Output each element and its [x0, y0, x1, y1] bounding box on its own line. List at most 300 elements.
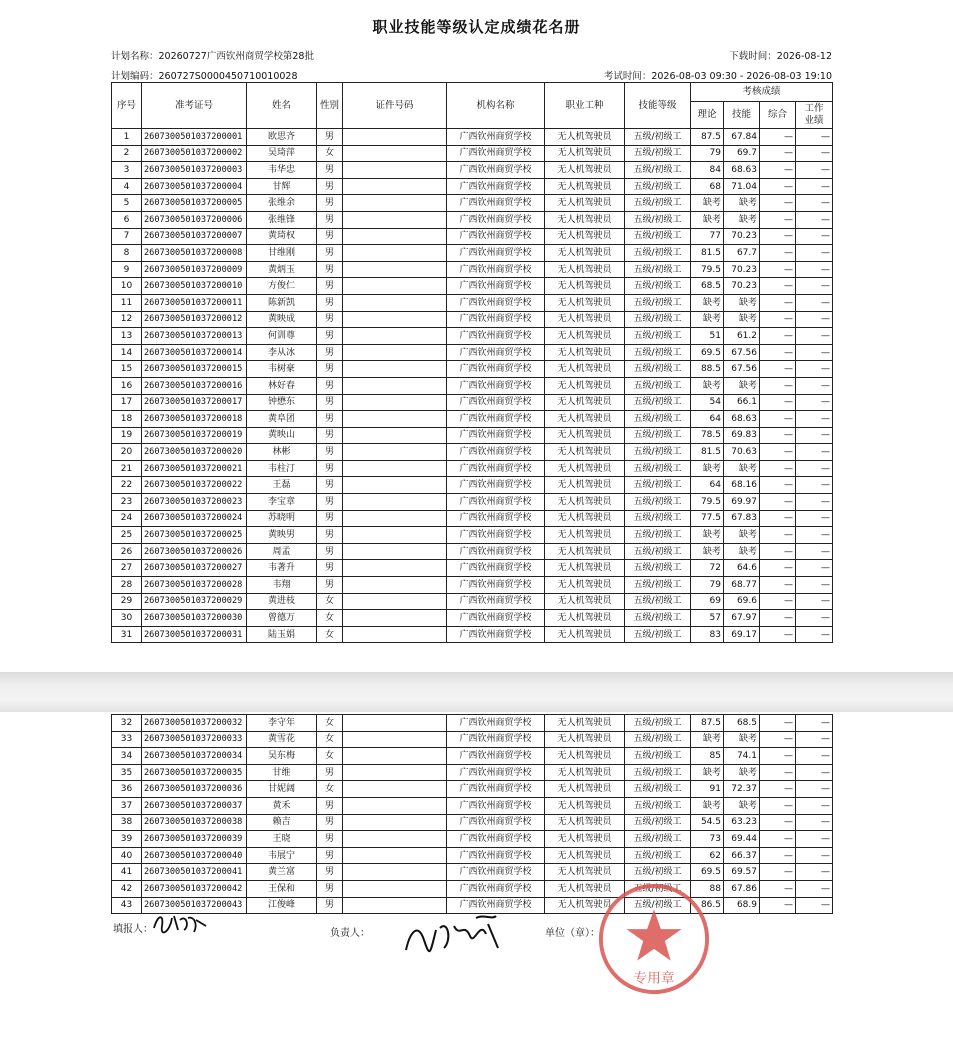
row-org: 广西钦州商贸学校: [447, 764, 545, 781]
row-name: 方俊仁: [247, 278, 317, 295]
row-work: —: [796, 781, 833, 798]
row-ticket: 2607300501037200012: [142, 311, 247, 328]
row-cert: [343, 427, 447, 444]
row-level: 五级/初级工: [625, 781, 691, 798]
row-seq: 5: [112, 195, 142, 212]
row-gender: 女: [317, 715, 343, 732]
row-gender: 男: [317, 178, 343, 195]
row-overall: —: [760, 129, 796, 146]
row-work: —: [796, 328, 833, 345]
row-level: 五级/初级工: [625, 577, 691, 594]
row-level: 五级/初级工: [625, 814, 691, 831]
row-job: 无人机驾驶员: [545, 477, 625, 494]
row-skill: 68.63: [724, 411, 760, 428]
table-row: [112, 211, 833, 228]
row-org: 广西钦州商贸学校: [447, 444, 545, 461]
row-ticket: 2607300501037200034: [142, 748, 247, 765]
row-theory: 57: [691, 610, 724, 627]
row-cert: [343, 228, 447, 245]
row-overall: —: [760, 814, 796, 831]
row-cert: [343, 162, 447, 179]
row-theory: 81.5: [691, 444, 724, 461]
row-level: 五级/初级工: [625, 394, 691, 411]
row-theory: 69: [691, 593, 724, 610]
row-gender: 男: [317, 129, 343, 146]
row-theory: 87.5: [691, 129, 724, 146]
row-ticket: 2607300501037200025: [142, 527, 247, 544]
row-skill: 缺考: [724, 377, 760, 394]
row-ticket: 2607300501037200013: [142, 328, 247, 345]
header-cert: 证件号码: [343, 83, 447, 129]
row-work: —: [796, 864, 833, 881]
row-name: 林彬: [247, 444, 317, 461]
header-theory: 理论: [691, 102, 724, 129]
row-overall: —: [760, 245, 796, 262]
row-cert: [343, 847, 447, 864]
row-work: —: [796, 145, 833, 162]
row-seq: 21: [112, 460, 142, 477]
row-skill: 68.77: [724, 577, 760, 594]
row-cert: [343, 560, 447, 577]
row-ticket: 2607300501037200020: [142, 444, 247, 461]
row-cert: [343, 344, 447, 361]
row-seq: 23: [112, 494, 142, 511]
row-level: 五级/初级工: [625, 764, 691, 781]
row-gender: 男: [317, 444, 343, 461]
row-skill: 缺考: [724, 460, 760, 477]
row-skill: 67.97: [724, 610, 760, 627]
row-org: 广西钦州商贸学校: [447, 593, 545, 610]
table-row: [112, 577, 833, 594]
row-ticket: 2607300501037200024: [142, 510, 247, 527]
row-seq: 14: [112, 344, 142, 361]
table-row: [112, 427, 833, 444]
row-name: 甘维: [247, 764, 317, 781]
row-name: 陆玉娟: [247, 626, 317, 643]
row-level: 五级/初级工: [625, 831, 691, 848]
row-theory: 64: [691, 411, 724, 428]
row-theory: 64: [691, 477, 724, 494]
header-level: 技能等级: [625, 83, 691, 129]
row-overall: —: [760, 593, 796, 610]
row-skill: 67.7: [724, 245, 760, 262]
row-org: 广西钦州商贸学校: [447, 162, 545, 179]
row-work: —: [796, 610, 833, 627]
row-work: —: [796, 715, 833, 732]
row-gender: 男: [317, 797, 343, 814]
row-seq: 10: [112, 278, 142, 295]
row-ticket: 2607300501037200039: [142, 831, 247, 848]
row-seq: 25: [112, 527, 142, 544]
table-row: [112, 543, 833, 560]
row-work: —: [796, 527, 833, 544]
row-cert: [343, 411, 447, 428]
row-work: —: [796, 577, 833, 594]
row-work: —: [796, 560, 833, 577]
row-ticket: 2607300501037200030: [142, 610, 247, 627]
row-seq: 22: [112, 477, 142, 494]
header-work-line2: 业绩: [804, 115, 824, 126]
table-row: [112, 294, 833, 311]
row-ticket: 2607300501037200035: [142, 764, 247, 781]
row-seq: 12: [112, 311, 142, 328]
row-skill: 63.23: [724, 814, 760, 831]
row-gender: 女: [317, 145, 343, 162]
row-seq: 24: [112, 510, 142, 527]
row-overall: —: [760, 731, 796, 748]
row-theory: 缺考: [691, 377, 724, 394]
row-job: 无人机驾驶员: [545, 897, 625, 914]
table-row: [112, 494, 833, 511]
row-job: 无人机驾驶员: [545, 764, 625, 781]
row-gender: 男: [317, 577, 343, 594]
row-skill: 67.84: [724, 129, 760, 146]
row-level: 五级/初级工: [625, 228, 691, 245]
row-level: 五级/初级工: [625, 211, 691, 228]
row-org: 广西钦州商贸学校: [447, 427, 545, 444]
table-row: [112, 261, 833, 278]
row-theory: 缺考: [691, 797, 724, 814]
row-theory: 缺考: [691, 294, 724, 311]
row-name: 韦著升: [247, 560, 317, 577]
row-overall: —: [760, 411, 796, 428]
row-org: 广西钦州商贸学校: [447, 294, 545, 311]
row-level: 五级/初级工: [625, 427, 691, 444]
row-skill: 缺考: [724, 294, 760, 311]
row-seq: 39: [112, 831, 142, 848]
row-seq: 37: [112, 797, 142, 814]
row-seq: 8: [112, 245, 142, 262]
row-theory: 缺考: [691, 543, 724, 560]
row-work: —: [796, 831, 833, 848]
row-skill: 缺考: [724, 311, 760, 328]
table-row: [112, 129, 833, 146]
row-work: —: [796, 880, 833, 897]
row-cert: [343, 178, 447, 195]
row-ticket: 2607300501037200033: [142, 731, 247, 748]
row-work: —: [796, 361, 833, 378]
row-cert: [343, 731, 447, 748]
row-overall: —: [760, 211, 796, 228]
row-ticket: 2607300501037200009: [142, 261, 247, 278]
row-gender: 男: [317, 527, 343, 544]
download-time: 下载时间：2026-08-12: [729, 51, 832, 62]
table-row: [112, 610, 833, 627]
row-theory: 84: [691, 162, 724, 179]
row-seq: 11: [112, 294, 142, 311]
row-skill: 67.86: [724, 880, 760, 897]
row-gender: 男: [317, 377, 343, 394]
row-job: 无人机驾驶员: [545, 211, 625, 228]
row-ticket: 2607300501037200002: [142, 145, 247, 162]
row-theory: 51: [691, 328, 724, 345]
row-gender: 男: [317, 427, 343, 444]
row-org: 广西钦州商贸学校: [447, 880, 545, 897]
responsible-signature: [400, 910, 510, 960]
row-skill: 69.57: [724, 864, 760, 881]
row-theory: 77: [691, 228, 724, 245]
row-job: 无人机驾驶员: [545, 444, 625, 461]
table-row: [112, 162, 833, 179]
row-name: 黄禾: [247, 797, 317, 814]
table-row: [112, 195, 833, 212]
row-name: 李从冰: [247, 344, 317, 361]
row-ticket: 2607300501037200036: [142, 781, 247, 798]
row-skill: 缺考: [724, 543, 760, 560]
row-cert: [343, 510, 447, 527]
page-break: [0, 672, 953, 712]
row-job: 无人机驾驶员: [545, 245, 625, 262]
table-row: [112, 477, 833, 494]
table-row: [112, 344, 833, 361]
header-job: 职业工种: [545, 83, 625, 129]
row-org: 广西钦州商贸学校: [447, 715, 545, 732]
row-gender: 女: [317, 593, 343, 610]
row-skill: 69.83: [724, 427, 760, 444]
row-seq: 42: [112, 880, 142, 897]
row-org: 广西钦州商贸学校: [447, 847, 545, 864]
row-theory: 88: [691, 880, 724, 897]
row-theory: 缺考: [691, 460, 724, 477]
row-ticket: 2607300501037200008: [142, 245, 247, 262]
plan-code: 计划编码：260727S0000450710010028: [111, 71, 298, 82]
header-work-line1: 工作: [804, 103, 824, 114]
table-row: [112, 460, 833, 477]
row-skill: 72.37: [724, 781, 760, 798]
row-cert: [343, 361, 447, 378]
row-gender: 男: [317, 510, 343, 527]
row-theory: 86.5: [691, 897, 724, 914]
header-seq: 序号: [112, 83, 142, 129]
row-seq: 19: [112, 427, 142, 444]
row-overall: —: [760, 460, 796, 477]
row-overall: —: [760, 162, 796, 179]
row-seq: 30: [112, 610, 142, 627]
row-gender: 男: [317, 328, 343, 345]
row-cert: [343, 715, 447, 732]
row-overall: —: [760, 294, 796, 311]
row-level: 五级/初级工: [625, 294, 691, 311]
row-seq: 9: [112, 261, 142, 278]
row-ticket: 2607300501037200017: [142, 394, 247, 411]
row-work: —: [796, 261, 833, 278]
row-overall: —: [760, 764, 796, 781]
row-job: 无人机驾驶员: [545, 781, 625, 798]
table-row: [112, 593, 833, 610]
row-org: 广西钦州商贸学校: [447, 510, 545, 527]
row-gender: 女: [317, 610, 343, 627]
row-work: —: [796, 510, 833, 527]
row-gender: 男: [317, 897, 343, 914]
row-level: 五级/初级工: [625, 162, 691, 179]
row-level: 五级/初级工: [625, 543, 691, 560]
row-job: 无人机驾驶员: [545, 715, 625, 732]
row-name: 韦翔: [247, 577, 317, 594]
row-theory: 54: [691, 394, 724, 411]
row-work: —: [796, 195, 833, 212]
row-level: 五级/初级工: [625, 344, 691, 361]
row-theory: 79: [691, 577, 724, 594]
row-cert: [343, 797, 447, 814]
row-name: 韦柱汀: [247, 460, 317, 477]
row-overall: —: [760, 864, 796, 881]
row-ticket: 2607300501037200026: [142, 543, 247, 560]
row-gender: 男: [317, 880, 343, 897]
row-overall: —: [760, 610, 796, 627]
row-work: —: [796, 278, 833, 295]
row-gender: 男: [317, 494, 343, 511]
row-overall: —: [760, 344, 796, 361]
row-ticket: 2607300501037200041: [142, 864, 247, 881]
row-ticket: 2607300501037200042: [142, 880, 247, 897]
row-ticket: 2607300501037200016: [142, 377, 247, 394]
row-job: 无人机驾驶员: [545, 294, 625, 311]
row-seq: 1: [112, 129, 142, 146]
row-job: 无人机驾驶员: [545, 361, 625, 378]
row-overall: —: [760, 897, 796, 914]
row-skill: 64.6: [724, 560, 760, 577]
row-overall: —: [760, 361, 796, 378]
row-overall: —: [760, 748, 796, 765]
row-seq: 26: [112, 543, 142, 560]
row-job: 无人机驾驶员: [545, 145, 625, 162]
row-name: 黄映山: [247, 427, 317, 444]
row-overall: —: [760, 261, 796, 278]
row-level: 五级/初级工: [625, 510, 691, 527]
row-overall: —: [760, 543, 796, 560]
header-skill: 技能: [724, 102, 760, 129]
row-job: 无人机驾驶员: [545, 543, 625, 560]
row-cert: [343, 477, 447, 494]
row-level: 五级/初级工: [625, 411, 691, 428]
row-cert: [343, 527, 447, 544]
row-seq: 4: [112, 178, 142, 195]
table-row: [112, 245, 833, 262]
header-org: 机构名称: [447, 83, 545, 129]
row-seq: 20: [112, 444, 142, 461]
row-skill: 70.63: [724, 444, 760, 461]
row-level: 五级/初级工: [625, 278, 691, 295]
row-org: 广西钦州商贸学校: [447, 178, 545, 195]
row-org: 广西钦州商贸学校: [447, 527, 545, 544]
row-ticket: 2607300501037200005: [142, 195, 247, 212]
row-job: 无人机驾驶员: [545, 494, 625, 511]
row-work: —: [796, 731, 833, 748]
row-overall: —: [760, 577, 796, 594]
row-ticket: 2607300501037200038: [142, 814, 247, 831]
row-skill: 69.6: [724, 593, 760, 610]
row-org: 广西钦州商贸学校: [447, 731, 545, 748]
row-seq: 34: [112, 748, 142, 765]
row-skill: 68.63: [724, 162, 760, 179]
row-theory: 缺考: [691, 764, 724, 781]
row-level: 五级/初级工: [625, 245, 691, 262]
row-job: 无人机驾驶员: [545, 610, 625, 627]
row-skill: 70.23: [724, 228, 760, 245]
table-row: [112, 560, 833, 577]
row-overall: —: [760, 228, 796, 245]
table-row: [112, 444, 833, 461]
row-job: 无人机驾驶员: [545, 394, 625, 411]
row-name: 林好春: [247, 377, 317, 394]
row-org: 广西钦州商贸学校: [447, 626, 545, 643]
row-skill: 68.5: [724, 715, 760, 732]
row-theory: 79.5: [691, 494, 724, 511]
header-overall: 综合: [760, 102, 796, 129]
row-name: 苏晓明: [247, 510, 317, 527]
row-name: 李宝章: [247, 494, 317, 511]
row-level: 五级/初级工: [625, 460, 691, 477]
row-work: —: [796, 814, 833, 831]
row-job: 无人机驾驶员: [545, 831, 625, 848]
row-gender: 男: [317, 245, 343, 262]
row-ticket: 2607300501037200028: [142, 577, 247, 594]
row-name: 王保和: [247, 880, 317, 897]
row-overall: —: [760, 477, 796, 494]
row-gender: 女: [317, 781, 343, 798]
row-gender: 男: [317, 294, 343, 311]
row-skill: 缺考: [724, 211, 760, 228]
table-row: [112, 510, 833, 527]
row-work: —: [796, 477, 833, 494]
row-skill: 68.16: [724, 477, 760, 494]
row-seq: 41: [112, 864, 142, 881]
table-row: [112, 361, 833, 378]
row-work: —: [796, 748, 833, 765]
row-gender: 男: [317, 560, 343, 577]
row-level: 五级/初级工: [625, 361, 691, 378]
row-theory: 72: [691, 560, 724, 577]
row-skill: 71.04: [724, 178, 760, 195]
row-theory: 79.5: [691, 261, 724, 278]
row-work: —: [796, 294, 833, 311]
row-theory: 68: [691, 178, 724, 195]
row-work: —: [796, 228, 833, 245]
row-name: 张维锋: [247, 211, 317, 228]
row-overall: —: [760, 427, 796, 444]
row-skill: 67.56: [724, 344, 760, 361]
row-gender: 男: [317, 228, 343, 245]
table-row: [112, 394, 833, 411]
row-cert: [343, 444, 447, 461]
row-name: 韦展宁: [247, 847, 317, 864]
row-org: 广西钦州商贸学校: [447, 311, 545, 328]
row-org: 广西钦州商贸学校: [447, 145, 545, 162]
row-work: —: [796, 211, 833, 228]
row-job: 无人机驾驶员: [545, 560, 625, 577]
row-theory: 缺考: [691, 211, 724, 228]
row-ticket: 2607300501037200007: [142, 228, 247, 245]
row-name: 李守年: [247, 715, 317, 732]
row-ticket: 2607300501037200004: [142, 178, 247, 195]
row-level: 五级/初级工: [625, 560, 691, 577]
row-theory: 87.5: [691, 715, 724, 732]
row-overall: —: [760, 527, 796, 544]
row-org: 广西钦州商贸学校: [447, 245, 545, 262]
row-seq: 7: [112, 228, 142, 245]
header-name: 姓名: [247, 83, 317, 129]
plan-name: 计划名称：20260727广西钦州商贸学校第28批: [111, 51, 314, 62]
row-seq: 16: [112, 377, 142, 394]
row-theory: 79: [691, 145, 724, 162]
row-name: 韦树豪: [247, 361, 317, 378]
row-gender: 男: [317, 278, 343, 295]
row-overall: —: [760, 178, 796, 195]
row-work: —: [796, 311, 833, 328]
row-theory: 69.5: [691, 344, 724, 361]
row-overall: —: [760, 195, 796, 212]
row-gender: 女: [317, 748, 343, 765]
